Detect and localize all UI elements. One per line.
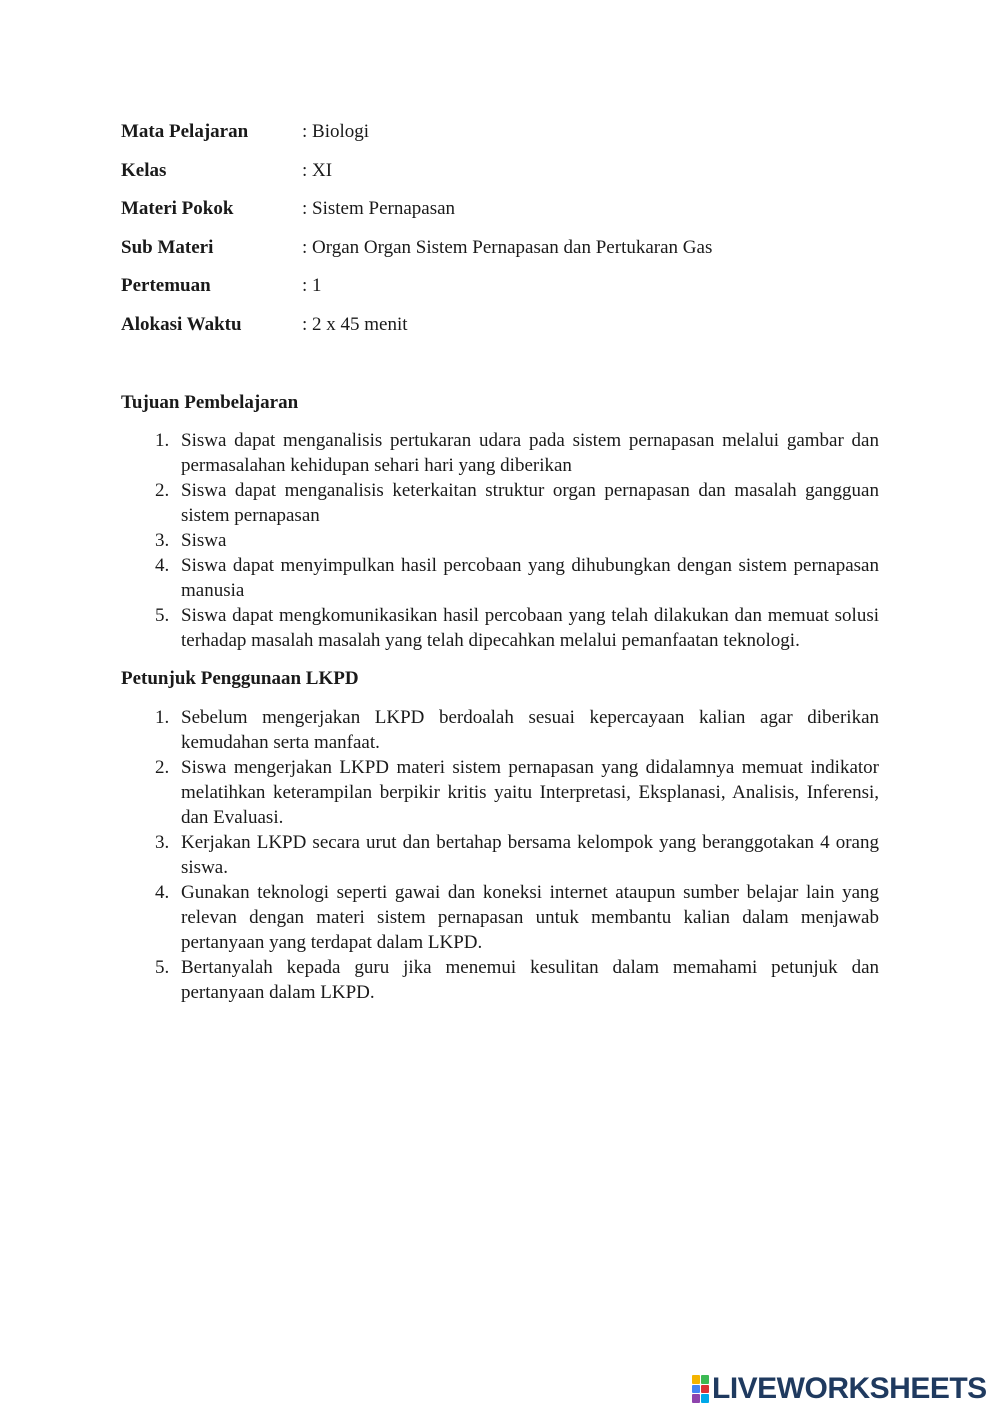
item-number: 4. [155, 882, 170, 903]
item-text: Gunakan teknologi seperti gawai dan koneksi internet ataupun sumber belajar lain yang relevan dengan materi sistem pernapasan untuk membantu kalian dalam menjawab pertanyaan yang terdapat dalam LKPD. [181, 882, 879, 953]
list-item [121, 428, 879, 478]
item-text: Siswa dapat menganalisis keterkaitan struktur organ pernapasan dan masalah gangguan sistem pernapasan [181, 480, 879, 526]
list-item [121, 603, 879, 653]
item-text: Sebelum mengerjakan LKPD berdoalah sesuai kepercayaan kalian agar diberikan kemudahan serta manfaat. [181, 707, 879, 753]
info-row-time [121, 312, 712, 351]
item-text: Siswa [181, 530, 227, 551]
info-value: : Organ Organ Sistem Pernapasan dan Pertukaran Gas [302, 236, 713, 258]
list-item [121, 830, 879, 880]
logo-square [692, 1375, 700, 1384]
info-label: Sub Materi [121, 236, 214, 258]
item-number: 2. [155, 757, 170, 778]
list-item [121, 705, 879, 755]
item-number: 2. [155, 480, 170, 501]
learning-objectives-list [121, 428, 879, 653]
info-row-meeting [121, 273, 712, 312]
item-text: Siswa dapat menganalisis pertukaran udara pada sistem pernapasan melalui gambar dan permasalahan kehidupan sehari hari yang diberikan [181, 430, 879, 476]
usage-instructions-list [121, 705, 879, 1005]
logo-square [701, 1385, 709, 1394]
info-label: Mata Pelajaran [121, 121, 249, 142]
info-value: : Sistem Pernapasan [302, 198, 456, 219]
list-item [121, 955, 879, 1005]
logo-square [701, 1394, 709, 1403]
item-number: 1. [155, 707, 170, 728]
item-text: Siswa dapat mengkomunikasikan hasil percobaan yang telah dilakukan dan memuat solusi terhadap masalah masalah yang telah dipecahkan melalui pemanfaatan teknologi. [181, 605, 879, 651]
list-item [121, 478, 879, 528]
subject-info-table [121, 119, 712, 350]
item-number: 4. [155, 555, 170, 576]
item-text: Siswa dapat menyimpulkan hasil percobaan yang dihubungkan dengan sistem pernapasan manusia [181, 555, 879, 601]
list-item [121, 880, 879, 955]
info-row-subject [121, 119, 712, 158]
item-text: Kerjakan LKPD secara urut dan bertahap bersama kelompok yang beranggotakan 4 orang siswa. [181, 832, 879, 878]
info-value: : Biologi [302, 121, 370, 142]
item-number: 1. [155, 430, 170, 451]
info-label: Pertemuan [121, 275, 211, 296]
logo-square [692, 1394, 700, 1403]
info-row-class [121, 158, 712, 197]
info-value: : 1 [302, 275, 322, 296]
liveworksheets-logo[interactable] [692, 1373, 987, 1405]
item-number: 5. [155, 957, 170, 978]
item-number: 5. [155, 605, 170, 626]
info-label: Alokasi Waktu [121, 313, 242, 335]
list-item [121, 755, 879, 830]
info-value: : XI [302, 159, 333, 181]
info-label: Kelas [121, 159, 167, 181]
logo-square [701, 1375, 709, 1384]
learning-objectives-title: Tujuan Pembelajaran [121, 392, 299, 413]
list-item [121, 528, 879, 553]
info-value: : 2 x 45 menit [302, 313, 408, 335]
liveworksheets-logo-icon [692, 1375, 709, 1403]
usage-instructions-title: Petunjuk Penggunaan LKPD [121, 668, 359, 689]
item-text: Bertanyalah kepada guru jika menemui kesulitan dalam memahami petunjuk dan pertanyaan dalam LKPD. [181, 957, 879, 1003]
info-label: Materi Pokok [121, 198, 234, 219]
logo-text: LIVEWORKSHEETS [712, 1372, 987, 1405]
info-row-subtopic [121, 235, 712, 274]
item-number: 3. [155, 832, 170, 853]
item-text: Siswa mengerjakan LKPD materi sistem pernapasan yang didalamnya memuat indikator melatihkan keterampilan berpikir kritis yaitu Interpretasi, Eksplanasi, Analisis, Inferensi, dan Evaluasi. [181, 757, 879, 828]
item-number: 3. [155, 530, 170, 551]
logo-square [692, 1385, 700, 1394]
info-row-topic [121, 196, 712, 235]
list-item [121, 553, 879, 603]
